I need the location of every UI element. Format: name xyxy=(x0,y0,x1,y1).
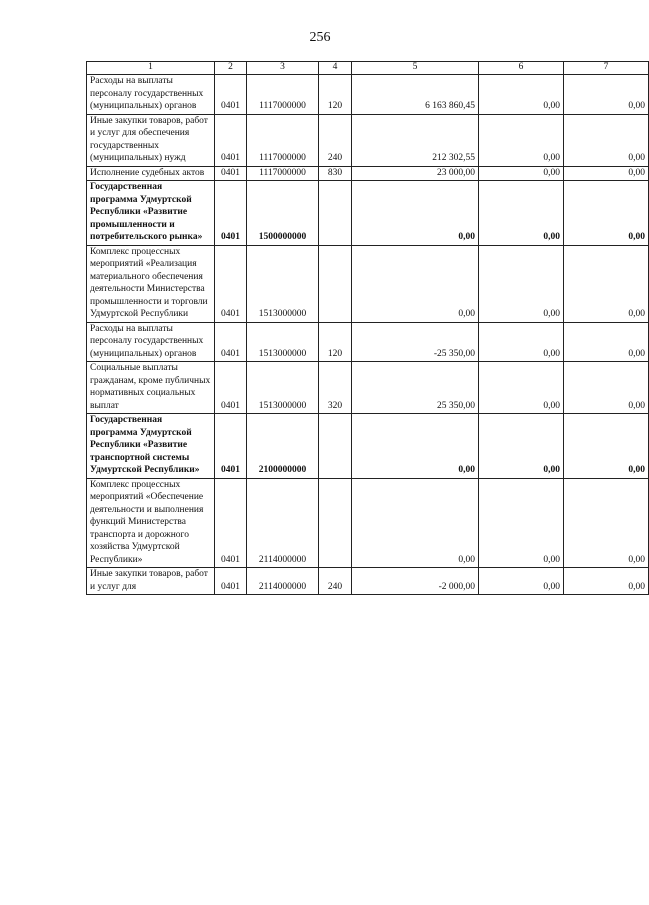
row-expense-type: 240 xyxy=(319,568,352,595)
row-amount-col5: 25 350,00 xyxy=(352,362,479,414)
row-amount-col7: 0,00 xyxy=(564,568,649,595)
row-amount-col7: 0,00 xyxy=(564,166,649,181)
table-row xyxy=(87,166,649,181)
header-col-2: 2 xyxy=(215,62,247,75)
row-amount-col6: 0,00 xyxy=(479,362,564,414)
row-target-code: 1500000000 xyxy=(247,181,319,246)
row-expense-type: 240 xyxy=(319,114,352,166)
row-target-code: 2114000000 xyxy=(247,478,319,568)
row-amount-col7: 0,00 xyxy=(564,362,649,414)
table-row xyxy=(87,322,649,362)
row-description: Комплекс процессных мероприятий «Обеспечение деятельности и выполнения функций Министерства транспорта и дорожного хозяйства Удмуртской Республики» xyxy=(87,478,215,568)
row-description: Государственная программа Удмуртской Республики «Развитие транспортной системы Удмуртской Республики» xyxy=(87,414,215,479)
row-amount-col6: 0,00 xyxy=(479,414,564,479)
row-expense-type xyxy=(319,414,352,479)
row-amount-col7: 0,00 xyxy=(564,245,649,322)
row-amount-col6: 0,00 xyxy=(479,245,564,322)
row-section-code: 0401 xyxy=(215,568,247,595)
row-amount-col5: 23 000,00 xyxy=(352,166,479,181)
row-section-code: 0401 xyxy=(215,414,247,479)
row-expense-type xyxy=(319,478,352,568)
row-amount-col5: 0,00 xyxy=(352,414,479,479)
row-amount-col7: 0,00 xyxy=(564,114,649,166)
row-amount-col6: 0,00 xyxy=(479,166,564,181)
row-section-code: 0401 xyxy=(215,322,247,362)
row-expense-type: 830 xyxy=(319,166,352,181)
header-row xyxy=(87,62,649,75)
row-expense-type xyxy=(319,245,352,322)
header-col-4: 4 xyxy=(319,62,352,75)
table-row xyxy=(87,75,649,115)
row-amount-col6: 0,00 xyxy=(479,478,564,568)
row-expense-type xyxy=(319,181,352,246)
row-target-code: 2114000000 xyxy=(247,568,319,595)
header-col-5: 5 xyxy=(352,62,479,75)
row-description: Исполнение судебных актов xyxy=(87,166,215,181)
row-description: Комплекс процессных мероприятий «Реализация материального обеспечения деятельности Министерства промышленности и торговли Удмуртской Республики xyxy=(87,245,215,322)
row-amount-col6: 0,00 xyxy=(479,568,564,595)
table-row xyxy=(87,114,649,166)
row-amount-col5: -2 000,00 xyxy=(352,568,479,595)
table-row xyxy=(87,478,649,568)
row-target-code: 1117000000 xyxy=(247,75,319,115)
row-amount-col7: 0,00 xyxy=(564,322,649,362)
row-description: Расходы на выплаты персоналу государственных (муниципальных) органов xyxy=(87,322,215,362)
row-section-code: 0401 xyxy=(215,114,247,166)
row-section-code: 0401 xyxy=(215,166,247,181)
row-section-code: 0401 xyxy=(215,478,247,568)
row-amount-col7: 0,00 xyxy=(564,75,649,115)
row-description: Расходы на выплаты персоналу государственных (муниципальных) органов xyxy=(87,75,215,115)
header-col-7: 7 xyxy=(564,62,649,75)
row-amount-col5: 212 302,55 xyxy=(352,114,479,166)
row-description: Государственная программа Удмуртской Республики «Развитие промышленности и потребительского рынка» xyxy=(87,181,215,246)
row-expense-type: 120 xyxy=(319,75,352,115)
table-row xyxy=(87,414,649,479)
header-col-6: 6 xyxy=(479,62,564,75)
row-section-code: 0401 xyxy=(215,245,247,322)
row-target-code: 1117000000 xyxy=(247,166,319,181)
row-expense-type: 120 xyxy=(319,322,352,362)
header-col-3: 3 xyxy=(247,62,319,75)
table-row xyxy=(87,568,649,595)
row-amount-col6: 0,00 xyxy=(479,181,564,246)
table-row xyxy=(87,245,649,322)
row-amount-col5: 0,00 xyxy=(352,478,479,568)
row-description: Иные закупки товаров, работ и услуг для обеспечения государственных (муниципальных) нужд xyxy=(87,114,215,166)
row-target-code: 2100000000 xyxy=(247,414,319,479)
row-description: Социальные выплаты гражданам, кроме публичных нормативных социальных выплат xyxy=(87,362,215,414)
row-amount-col5: -25 350,00 xyxy=(352,322,479,362)
row-section-code: 0401 xyxy=(215,75,247,115)
header-col-1: 1 xyxy=(87,62,215,75)
row-target-code: 1513000000 xyxy=(247,322,319,362)
row-amount-col7: 0,00 xyxy=(564,414,649,479)
row-amount-col7: 0,00 xyxy=(564,478,649,568)
row-amount-col6: 0,00 xyxy=(479,75,564,115)
row-amount-col5: 6 163 860,45 xyxy=(352,75,479,115)
table-row xyxy=(87,181,649,246)
table-row xyxy=(87,362,649,414)
row-amount-col6: 0,00 xyxy=(479,322,564,362)
page-number: 256 xyxy=(309,30,331,45)
row-amount-col5: 0,00 xyxy=(352,245,479,322)
row-section-code: 0401 xyxy=(215,181,247,246)
budget-table xyxy=(86,61,649,595)
row-target-code: 1117000000 xyxy=(247,114,319,166)
row-target-code: 1513000000 xyxy=(247,362,319,414)
row-amount-col5: 0,00 xyxy=(352,181,479,246)
row-amount-col6: 0,00 xyxy=(479,114,564,166)
row-expense-type: 320 xyxy=(319,362,352,414)
row-section-code: 0401 xyxy=(215,362,247,414)
row-target-code: 1513000000 xyxy=(247,245,319,322)
row-amount-col7: 0,00 xyxy=(564,181,649,246)
row-description: Иные закупки товаров, работ и услуг для xyxy=(87,568,215,595)
